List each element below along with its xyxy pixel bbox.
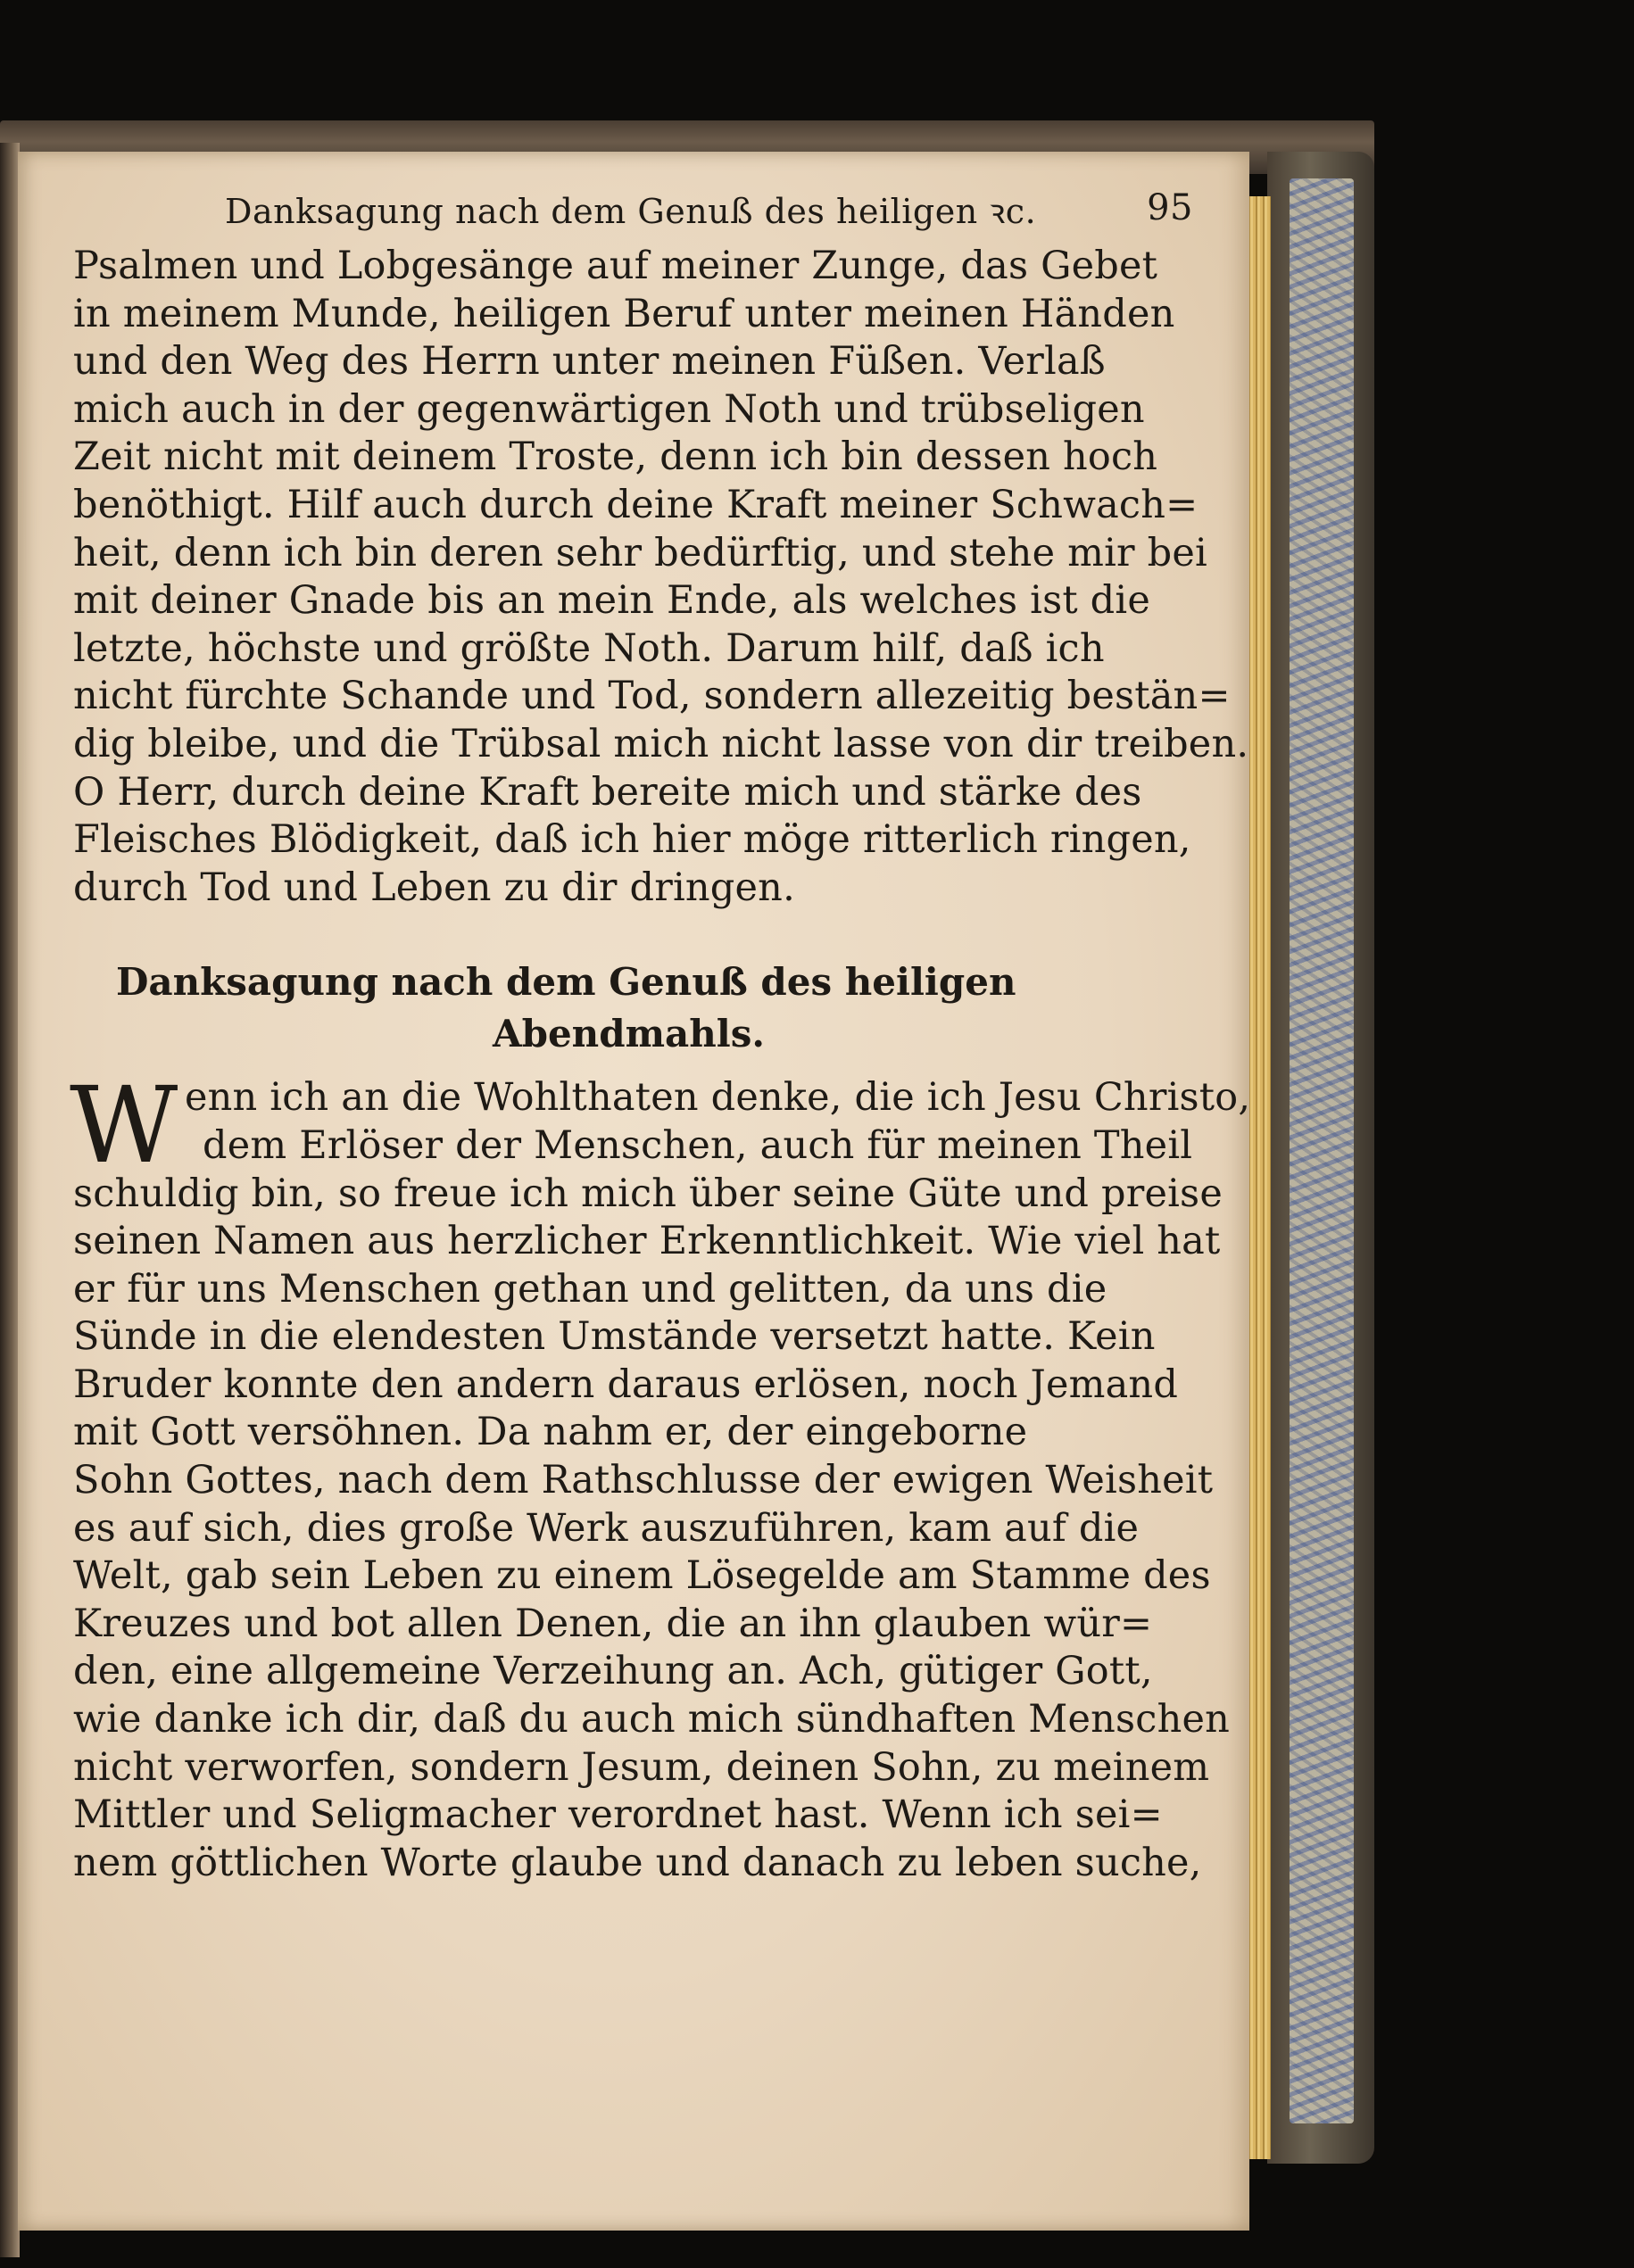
text-line: schuldig bin, so freue ich mich über seine Güte und preise [73,1171,1223,1216]
text-line: wie danke ich dir, daß du auch mich sündhaften Menschen [73,1697,1231,1742]
text-line: Sohn Gottes, nach dem Rathschlusse der ewigen Weisheit [73,1458,1214,1503]
running-head [73,175,1193,237]
heading-line: Abendmahls. [493,1012,765,1056]
text-line: Fleisches Blödigkeit, daß ich hier möge ritterlich ringen, [73,817,1191,863]
text-line: O Herr, durch deine Kraft bereite mich und stärke des [73,769,1142,815]
text-line: seinen Namen aus herzlicher Erkenntlichkeit. Wie viel hat [73,1219,1221,1264]
text-line: in meinem Munde, heiligen Beruf unter meinen Händen [73,291,1175,336]
section-heading [73,956,1184,1060]
book-gutter [0,143,20,2257]
text-line: dem Erlöser der Menschen, auch für meinen Theil [203,1122,1193,1168]
text-line: Zeit nicht mit deinem Troste, denn ich bin dessen hoch [73,435,1158,480]
text-line: es auf sich, dies große Werk auszuführen, kam auf die [73,1505,1140,1551]
text-line: den, eine allgemeine Verzeihung an. Ach, gütiger Gott, [73,1649,1153,1694]
text-line: Welt, gab sein Leben zu einem Lösegelde am Stamme des [73,1553,1211,1599]
page-text-block [70,175,1251,1887]
marbled-cover-edge [1290,178,1354,2123]
text-line: enn ich an die Wohlthaten denke, die ich Jesu Christo, [185,1075,1251,1121]
text-line: nem göttlichen Worte glaube und danach zu leben suche, [73,1840,1202,1885]
text-line: Mittler und Seligmacher verordnet hast. Wenn ich sei= [73,1792,1163,1838]
text-line: Bruder konnte den andern daraus erlösen, noch Jemand [73,1362,1179,1407]
text-line: mit Gott versöhnen. Da nahm er, der eingeborne [73,1410,1028,1455]
text-line: benöthigt. Hilf auch durch deine Kraft meiner Schwach= [73,482,1199,527]
heading-line: Danksagung nach dem Genuß des heiligen [116,960,1016,1005]
page-number: 95 [1147,187,1193,228]
paragraph-prayer-continuation [73,243,1249,912]
paragraph-thanksgiving [70,1064,1251,1887]
text-line: durch Tod und Leben zu dir dringen. [73,865,795,910]
drop-cap-initial: W [70,1064,178,1188]
running-head-title: Danksagung nach dem Genuß des heiligen ꝛc. [225,192,1037,231]
text-line: Psalmen und Lobgesänge auf meiner Zunge, das Gebet [73,244,1158,288]
book-page [18,152,1249,2231]
text-line: Sünde in die elendesten Umstände versetzt hatte. Kein [73,1314,1156,1360]
text-line: mit deiner Gnade bis an mein Ende, als welches ist die [73,578,1151,624]
text-line: mich auch in der gegenwärtigen Noth und trübseligen [73,386,1145,432]
text-line: nicht verworfen, sondern Jesum, deinen Sohn, zu meinem [73,1744,1210,1790]
text-line: letzte, höchste und größte Noth. Darum hilf, daß ich [73,625,1105,671]
text-line: nicht fürchte Schande und Tod, sondern allezeitig bestän= [73,674,1231,719]
text-line: und den Weg des Herrn unter meinen Füßen. Verlaß [73,339,1106,385]
text-line: er für uns Menschen gethan und gelitten, da uns die [73,1266,1107,1312]
text-line: dig bleibe, und die Trübsal mich nicht lasse von dir treiben. [73,721,1249,766]
text-line: heit, denn ich bin deren sehr bedürftig, und stehe mir bei [73,530,1207,575]
text-line: Kreuzes und bot allen Denen, die an ihn glauben wür= [73,1601,1153,1646]
